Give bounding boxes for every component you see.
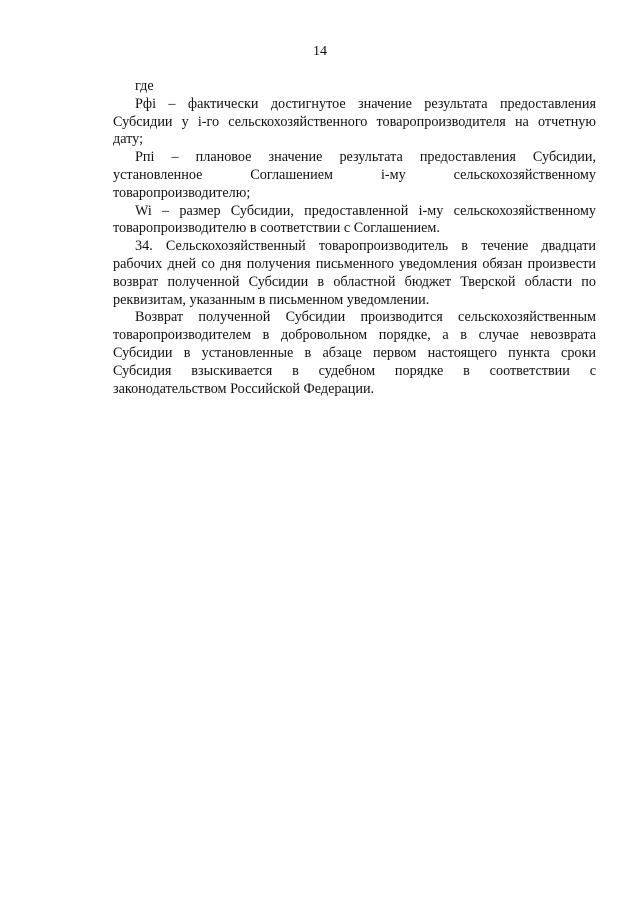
paragraph-ppi-definition: Pпi – плановое значение результата предоставления Субсидии, установленное Соглашением i-му сельскохозяйственному товаропроизводителю; (113, 149, 596, 201)
document-body (113, 78, 596, 398)
paragraph-where: где (135, 78, 154, 94)
paragraph-refund-procedure: Возврат полученной Субсидии производится сельскохозяйственным товаропроизводителем в добровольном порядке, а в случае невозврата Субсидии в установленные в абзаце первом настоящего пункта сроки Субсидия взыскивается в судебном порядке в соответствии с законодательством Российской Федерации. (113, 309, 596, 397)
page-number: 14 (313, 44, 327, 59)
paragraph-wi-definition: Wi – размер Субсидии, предоставленной i-му сельскохозяйственному товаропроизводителю в соответствии с Соглашением. (113, 202, 596, 237)
paragraph-pfi-definition: Pфi – фактически достигнутое значение результата предоставления Субсидии у i-го сельскохозяйственного товаропроизводителя на отчетную дату; (113, 95, 596, 148)
paragraph-item-34: 34. Сельскохозяйственный товаропроизводитель в течение двадцати рабочих дней со дня получения письменного уведомления обязан произвести возврат полученной Субсидии в областной бюджет Тверской области по реквизитам, указанным в письменном уведомлении. (113, 238, 596, 308)
